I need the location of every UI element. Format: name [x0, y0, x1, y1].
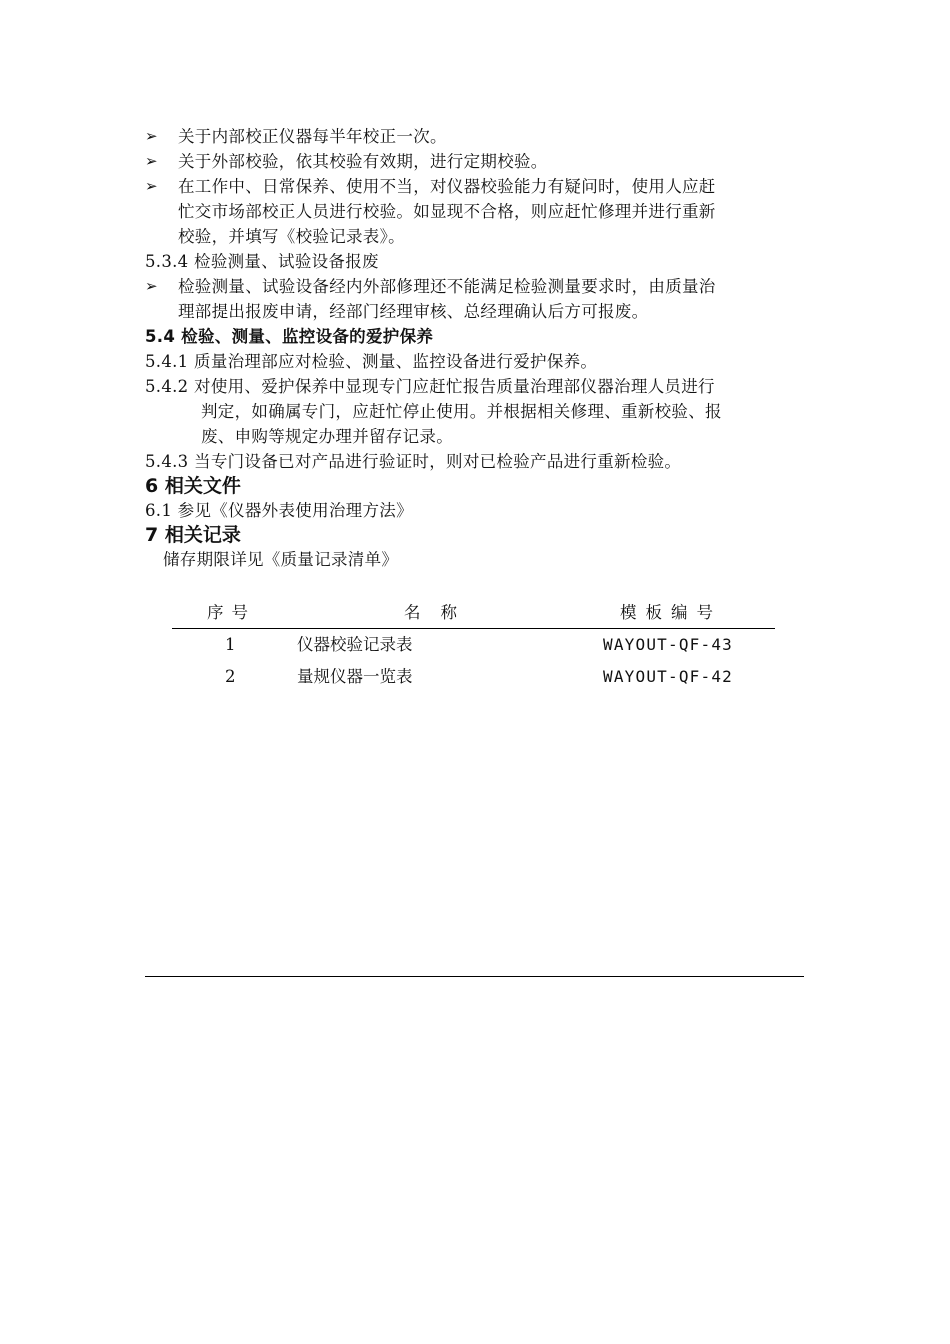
table-cell-name: 量规仪器一览表 [297, 667, 413, 686]
section-5-4-1: 5.4.1 质量治理部应对检验、测量、监控设备进行爱护保养。 [145, 352, 598, 371]
section-5-4-2-continued: 废、申购等规定办理并留存记录。 [201, 427, 453, 446]
bullet-text: 关于内部校正仪器每半年校正一次。 [178, 127, 447, 146]
table-header-name: 名称 [404, 603, 477, 622]
table-cell-name: 仪器校验记录表 [297, 635, 413, 654]
table-cell-code: WAYOUT-QF-42 [603, 667, 733, 686]
arrow-bullet-icon: ➢ [145, 177, 158, 195]
bullet-text-continued: 忙交市场部校正人员进行校验。如显现不合格，则应赶忙修理并进行重新 [178, 202, 716, 221]
table-header-code: 模板编号 [620, 603, 722, 622]
section-5-3-4-title: 5.3.4 检验测量、试验设备报废 [145, 252, 379, 271]
bullet-text-continued: 校验，并填写《校验记录表》。 [178, 227, 405, 246]
section-5-4-2: 5.4.2 对使用、爱护保养中显现专门应赶忙报告质量治理部仪器治理人员进行 [145, 377, 715, 396]
arrow-bullet-icon: ➢ [145, 152, 158, 170]
table-header-rule [172, 628, 775, 629]
table-cell-code: WAYOUT-QF-43 [603, 635, 733, 654]
section-7-note: 储存期限详见《质量记录清单》 [163, 550, 399, 569]
arrow-bullet-icon: ➢ [145, 277, 158, 295]
arrow-bullet-icon: ➢ [145, 127, 158, 145]
section-5-4-2-continued: 判定，如确属专门，应赶忙停止使用。并根据相关修理、重新校验、报 [201, 402, 722, 421]
section-6-1: 6.1 参见《仪器外表使用治理方法》 [145, 501, 413, 520]
section-6-heading: 6 相关文件 [145, 475, 241, 497]
bullet-text: 关于外部校验，依其校验有效期，进行定期校验。 [178, 152, 548, 171]
bullet-text: 检验测量、试验设备经内外部修理还不能满足检验测量要求时，由质量治 [178, 277, 716, 296]
section-5-4-3: 5.4.3 当专门设备已对产品进行验证时，则对已检验产品进行重新检验。 [145, 452, 682, 471]
bullet-text: 在工作中、日常保养、使用不当，对仪器校验能力有疑问时，使用人应赶 [178, 177, 716, 196]
bullet-text-continued: 理部提出报废申请，经部门经理审核、总经理确认后方可报废。 [178, 302, 649, 321]
table-header-no: 序号 [207, 603, 256, 622]
page-bottom-rule [145, 976, 804, 977]
section-7-heading: 7 相关记录 [145, 524, 241, 546]
table-cell-no: 1 [225, 635, 236, 654]
section-5-4-title: 5.4 检验、测量、监控设备的爱护保养 [145, 327, 434, 346]
table-cell-no: 2 [225, 667, 236, 686]
